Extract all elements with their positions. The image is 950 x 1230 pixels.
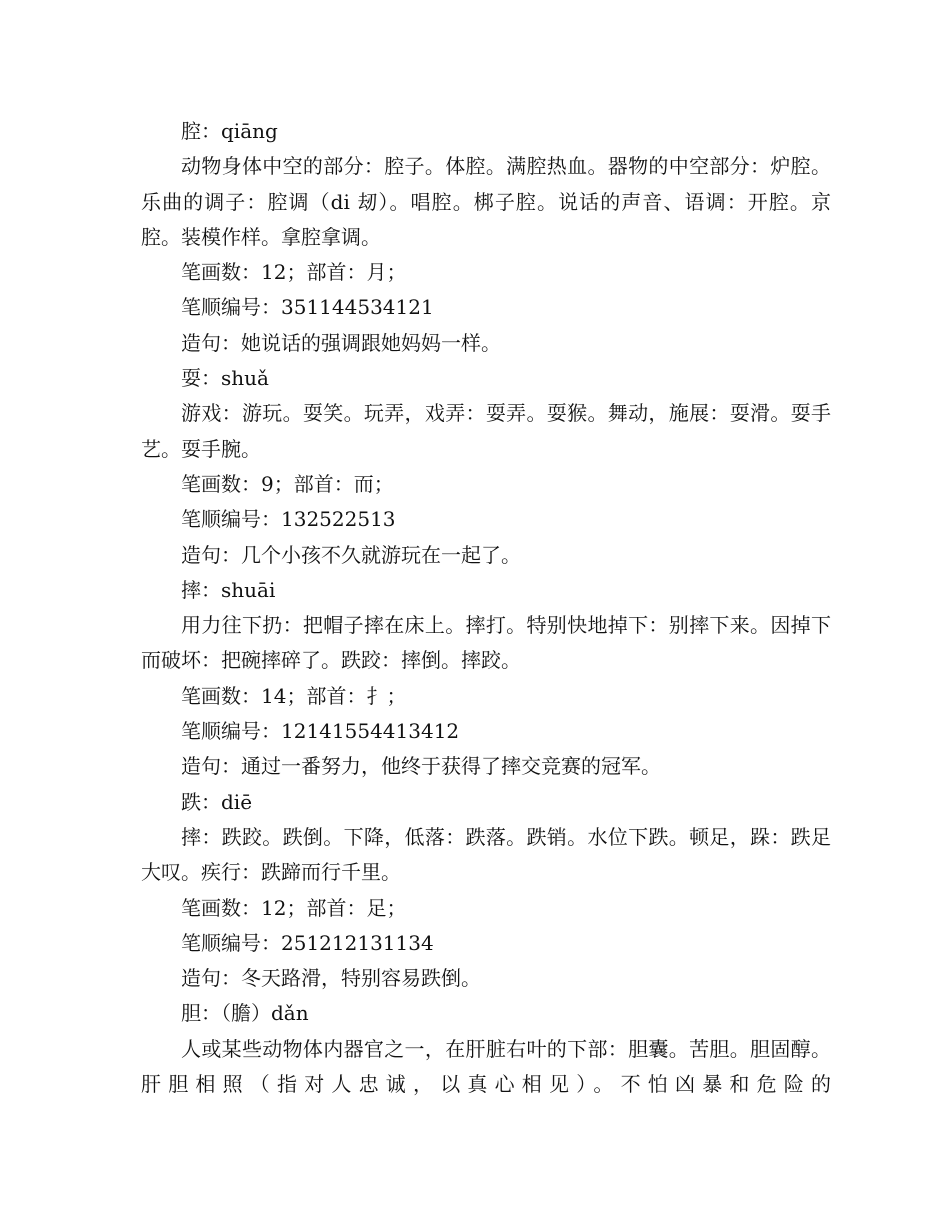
stroke-order-line: 笔顺编号：251212131134 [181, 930, 434, 955]
definition-paragraph: 用力往下扔：把帽子摔在床上。摔打。特别快地掉下：别摔下来。因掉下而破坏：把碗摔碎了。跌跤：摔倒。摔跤。 [141, 613, 831, 673]
entry-heading-shua: 耍：shuǎ [181, 366, 269, 391]
entry-heading-dan: 胆：（膽）dǎn [181, 1001, 309, 1026]
example-sentence-line: 造句：冬天路滑，特别容易跌倒。 [181, 966, 481, 991]
definition-paragraph: 摔：跌跤。跌倒。下降，低落：跌落。跌销。水位下跌。顿足，跺：跌足大叹。疾行：跌蹄而行千里。 [141, 824, 831, 885]
example-sentence-line: 造句：她说话的强调跟她妈妈一样。 [181, 330, 501, 355]
stroke-count-line: 笔画数：14；部首：扌； [181, 683, 407, 708]
definition-paragraph: 动物身体中空的部分：腔子。体腔。满腔热血。器物的中空部分：炉腔。乐曲的调子：腔调（di 刼）。唱腔。梆子腔。说话的声音、语调：开腔。京腔。装模作样。拿腔拿调。 [141, 154, 831, 249]
stroke-count-line: 笔画数：12；部首：月； [181, 260, 407, 285]
definition-paragraph: 人或某些动物体内器官之一，在肝脏右叶的下部：胆囊。苦胆。胆固醇。肝胆相照（指对人忠诚，以真心相见）。不怕凶暴和危险的 [141, 1036, 831, 1097]
document-body [141, 114, 831, 1102]
entry-heading-die: 跌：diē [181, 789, 253, 814]
stroke-count-line: 笔画数：9；部首：而； [181, 471, 394, 496]
example-sentence-line: 造句：通过一番努力，他终于获得了摔交竞赛的冠军。 [181, 754, 661, 779]
entry-heading-shuai: 摔：shuāi [181, 577, 276, 602]
entry-heading-qiang: 腔：qiāng [181, 119, 278, 143]
stroke-order-line: 笔顺编号：132522513 [181, 507, 396, 532]
example-sentence-line: 造句：几个小孩不久就游玩在一起了。 [181, 542, 521, 567]
stroke-count-line: 笔画数：12；部首：足； [181, 895, 407, 920]
stroke-order-line: 笔顺编号：12141554413412 [181, 719, 460, 744]
definition-paragraph: 游戏：游玩。耍笑。玩弄，戏弄：耍弄。耍猴。舞动，施展：耍滑。耍手艺。耍手腕。 [141, 401, 831, 461]
stroke-order-line: 笔顺编号：351144534121 [181, 295, 434, 320]
